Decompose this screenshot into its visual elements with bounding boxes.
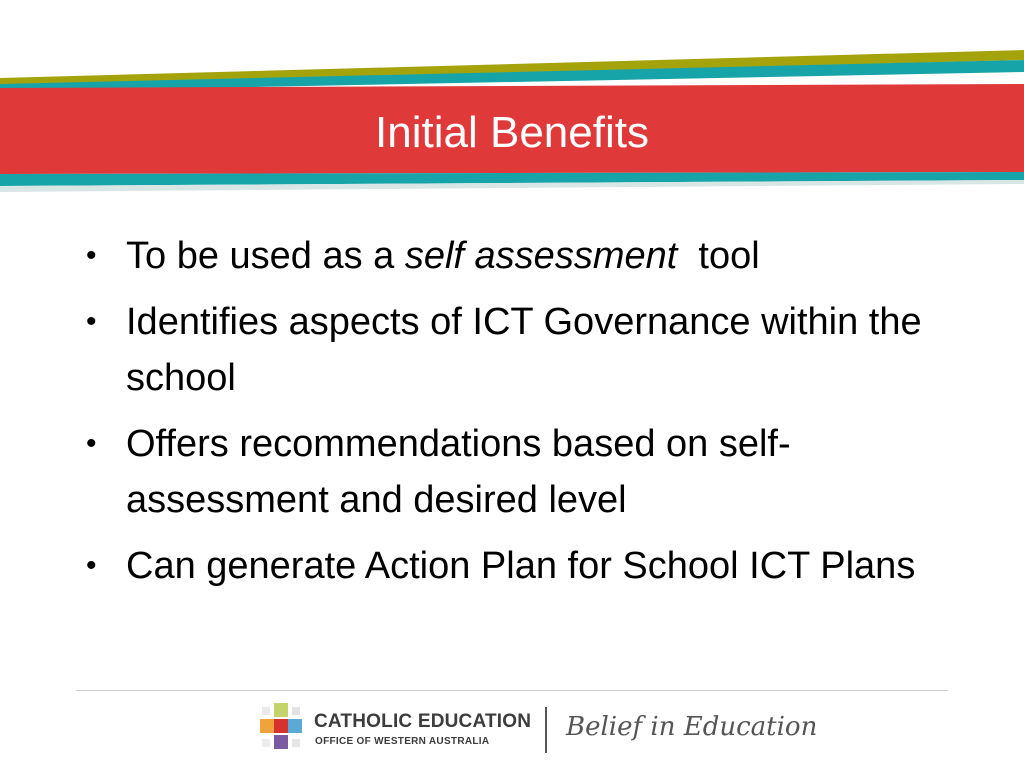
bullet-text: Offers recommendations based on self-assessment and desired level	[126, 423, 791, 521]
bullet-text: Identifies aspects of ICT Governance within the school	[126, 301, 922, 399]
bullet-text: Can generate Action Plan for School ICT Plans	[126, 545, 916, 587]
bullet-icon: •	[86, 427, 97, 460]
org-subtitle: OFFICE OF WESTERN AUSTRALIA	[315, 736, 490, 747]
slide-title: Initial Benefits	[375, 108, 649, 157]
footer-divider	[76, 690, 948, 691]
bullet-icon: •	[86, 239, 97, 272]
bullet-item	[82, 538, 962, 594]
bullet-text-italic: self assessment	[404, 235, 678, 277]
bullet-text: To be used as a	[126, 235, 405, 277]
logo-divider	[545, 707, 547, 753]
bullet-icon: •	[86, 305, 97, 338]
bullet-item	[82, 416, 962, 528]
bullet-list	[82, 228, 962, 604]
bullet-item	[82, 294, 962, 406]
bullet-icon: •	[86, 549, 97, 582]
org-name: CATHOLIC EDUCATION	[314, 711, 532, 732]
tagline: Belief in Education	[566, 712, 818, 742]
bullet-item	[82, 228, 962, 284]
bullet-text-after: tool	[677, 235, 760, 277]
cross-logo-icon	[258, 703, 304, 753]
